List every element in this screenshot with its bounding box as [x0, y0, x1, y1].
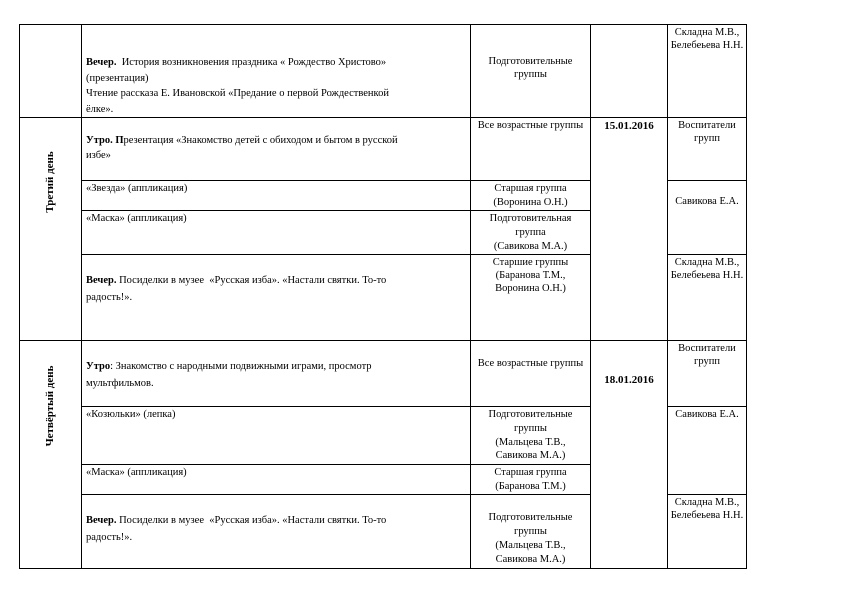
table-border-right [746, 24, 747, 569]
group-cell-line2: группы [514, 423, 547, 434]
activity-evening-museum: Вечер. Посиделки в музее «Русская изба». «Настали святки. То-то [86, 515, 387, 526]
group-cell-line3: (Мальцева Т.В., [495, 540, 566, 551]
responsible-cell: Складна М.В., Белебеьева Н.Н. [670, 497, 744, 521]
table-border-bottom [19, 568, 747, 569]
activity-morning-games-line2: мультфильмов. [86, 378, 154, 389]
activity-star-applique: «Звезда» (аппликация) [86, 183, 188, 194]
responsible-cell: Воспитатели групп [678, 120, 736, 144]
group-cell: Подготовительные группы [488, 56, 573, 80]
day-label-third: Третий день [44, 151, 56, 213]
group-cell-line2: (Баранова Т.М., [495, 270, 566, 281]
row-divider [81, 464, 591, 465]
group-cell-line2: (Воронина О.Н.) [493, 197, 568, 208]
row-divider [81, 180, 591, 181]
activity-mask-applique: «Маска» (аппликация) [86, 467, 187, 478]
group-cell-line2: (Баранова Т.М.) [495, 481, 566, 492]
date-cell: 18.01.2016 [604, 374, 654, 386]
activity-evening-story-line2: (презентация) [86, 73, 149, 84]
group-cell-line3: Воронина О.Н.) [495, 283, 566, 294]
group-cell-line1: Старшая группа [494, 467, 567, 478]
activity-morning-presentation: Утро. Презентация «Знакомство детей с обиходом и бытом в русской [86, 135, 398, 146]
group-cell-line4: Савикова М.А.) [495, 554, 566, 565]
activity-morning-presentation-line2: избе» [86, 150, 111, 161]
row-divider [81, 494, 591, 495]
column-divider [667, 24, 668, 569]
group-cell-line1: Старшая группа [494, 183, 567, 194]
activity-evening-reading-line2: ёлке». [86, 104, 114, 115]
activity-goats-modeling: «Козюльки» (лепка) [86, 409, 176, 420]
responsible-cell: Воспитатели групп [678, 343, 736, 367]
row-divider [667, 494, 747, 495]
activity-mask-applique: «Маска» (аппликация) [86, 213, 187, 224]
table-border-left [19, 24, 20, 569]
responsible-cell: Складна М.В., Белебеьева Н.Н. [670, 27, 744, 51]
responsible-cell: Савикова Е.А. [675, 196, 739, 207]
date-cell: 15.01.2016 [604, 120, 654, 132]
row-divider [19, 117, 747, 118]
group-cell-line3: (Мальцева Т.В., [495, 437, 566, 448]
row-divider [19, 340, 747, 341]
activity-evening-reading: Чтение рассказа Е. Ивановской «Предание о первой Рождественкой [86, 88, 389, 99]
group-cell-line1: Старшие группы [492, 257, 569, 268]
group-cell-line4: Савикова М.А.) [495, 450, 566, 461]
row-divider [667, 180, 747, 181]
column-divider [81, 24, 82, 569]
group-cell-line2: группа [515, 227, 546, 238]
activity-evening-museum-line2: радость!». [86, 292, 133, 303]
activity-evening-museum: Вечер. Посиделки в музее «Русская изба». «Настали святки. То-то [86, 275, 387, 286]
responsible-cell: Савикова Е.А. [675, 409, 739, 420]
row-divider [81, 254, 591, 255]
group-cell: Все возрастные группы [477, 120, 584, 131]
day-label-fourth: Четвёртый день [44, 365, 56, 447]
group-cell-line1: Подготовительные [488, 512, 573, 523]
activity-evening-story: Вечер. История возникновения праздника « Рождество Христово» [86, 57, 387, 68]
group-cell: Все возрастные группы [477, 358, 584, 369]
column-divider [590, 24, 591, 569]
table-border-top [19, 24, 747, 25]
group-cell-line1: Подготовительные [488, 409, 573, 420]
column-divider [470, 24, 471, 569]
row-divider [667, 406, 747, 407]
row-divider [81, 210, 591, 211]
responsible-cell: Складна М.В., Белебеьева Н.Н. [670, 257, 744, 281]
group-cell-line3: (Савикова М.А.) [493, 241, 568, 252]
activity-morning-games: Утро: Знакомство с народными подвижными играми, просмотр [86, 361, 372, 372]
group-cell-line2: группы [514, 526, 547, 537]
group-cell-line1: Подготовительная [489, 213, 572, 224]
row-divider [667, 254, 747, 255]
activity-evening-museum-line2: радость!». [86, 532, 133, 543]
row-divider [81, 406, 591, 407]
